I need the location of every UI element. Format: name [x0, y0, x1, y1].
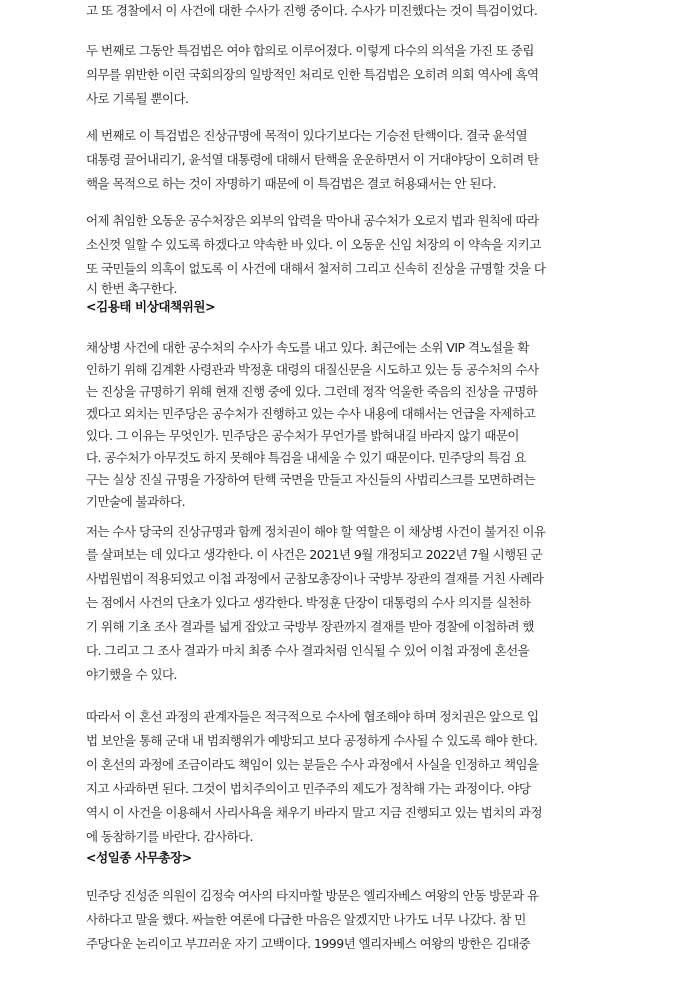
body-line: 기 위해 기초 조사 결과를 넓게 잡았고 국방부 장관까지 결재를 받아 경찰에 이첩하려 했	[86, 619, 534, 634]
section-heading-sung-iljong: <성일종 사무총장>	[86, 850, 192, 865]
body-line: 겠다고 외치는 민주당은 공수처가 진행하고 있는 수사 내용에 대해서는 언급을 자제하고	[86, 406, 536, 421]
body-line: 소신껏 일할 수 있도록 하겠다고 약속한 바 있다. 이 오동운 신임 처장의 이 약속을 지키고	[86, 237, 541, 252]
body-line: 를 살펴보는 데 있다고 생각한다. 이 사건은 2021년 9월 개정되고 2022년 7월 시행된 군	[86, 547, 543, 562]
body-line: 따라서 이 혼선 과정의 관계자들은 적극적으로 수사에 협조해야 하며 정치권은 앞으로 입	[86, 709, 539, 724]
body-line: 대통령 끌어내리기, 윤석열 대통령에 대해서 탄핵을 운운하면서 이 거대야당이 오히려 탄	[86, 152, 539, 167]
body-line: 구는 실상 진실 규명을 가장하여 탄핵 국면을 만들고 자신들의 사법리스크를 모면하려는	[86, 472, 536, 487]
body-line: 인하기 위해 김계환 사령관과 박정훈 대령의 대질신문을 시도하고 있는 등 공수처의 수사	[86, 362, 539, 377]
section-heading-kim-yongtae: <김용태 비상대책위원>	[86, 299, 216, 314]
body-line: 사로 기록될 뿐이다.	[86, 91, 189, 106]
body-line: 채상병 사건에 대한 공수처의 수사가 속도를 내고 있다. 최근에는 소위 VIP 격노설을 확	[86, 340, 529, 355]
body-line: 는 진상을 규명하기 위해 현재 진행 중에 있다. 그런데 정작 억울한 죽음의 진상을 규명하	[86, 384, 538, 399]
body-line: 세 번째로 이 특검법은 진상규명에 목적이 있다기보다는 기승전 탄핵이다. 결국 윤석열	[86, 128, 528, 143]
body-line: 또 국민들의 의혹이 없도록 이 사건에 대해서 철저히 그리고 신속히 진상을 규명할 것을 다	[86, 261, 546, 276]
body-line: 역시 이 사건을 이용해서 사리사욕을 채우기 바라지 말고 지금 진행되고 있는 법치의 과정	[86, 805, 542, 820]
body-line: 다. 그리고 그 조사 결과가 마치 최종 수사 결과처럼 인식될 수 있어 이첩 과정에 혼선을	[86, 643, 530, 658]
body-line: 주당다운 논리이고 부끄러운 자기 고백이다. 1999년 엘리자베스 여왕의 방한은 김대중	[86, 936, 531, 951]
body-line: 저는 수사 당국의 진상규명과 함께 정치권이 해야 할 역할은 이 채상병 사건이 불거진 이유	[86, 524, 546, 539]
body-line: 의무를 위반한 이런 국회의장의 일방적인 처리로 인한 특검법은 오히려 의회 역사에 흑역	[86, 67, 539, 82]
body-line: 지고 사과하면 된다. 그것이 법치주의이고 민주주의 제도가 정착해 가는 과정이다. 야당	[86, 781, 531, 796]
body-line: 핵을 목적으로 하는 것이 자명하기 때문에 이 특검법은 결코 허용돼서는 안 된다.	[86, 176, 496, 191]
body-line: 다. 공수처가 아무것도 하지 못해야 특검을 내세울 수 있기 때문이다. 민주당의 특검 요	[86, 450, 526, 465]
body-line: 기만술에 불과하다.	[86, 494, 186, 509]
body-line: 법 보안을 통해 군대 내 범죄행위가 예방되고 보다 공정하게 수사될 수 있도록 해야 한다.	[86, 733, 538, 748]
body-line: 야기했을 수 있다.	[86, 667, 177, 682]
body-line: 사하다고 말을 했다. 싸늘한 여론에 다급한 마음은 알겠지만 나가도 너무 나갔다. 참 민	[86, 912, 526, 927]
body-line: 두 번째로 그동안 특검법은 여야 합의로 이루어졌다. 이렇게 다수의 의석을 가진 또 중립	[86, 43, 534, 58]
body-line: 민주당 진성준 의원이 김정숙 여사의 타지마할 방문은 엘리자베스 여왕의 안동 방문과 유	[86, 888, 539, 903]
body-line: 고 또 경찰에서 이 사건에 대한 수사가 진행 중이다. 수사가 미진했다는 것이 특검이었다.	[86, 3, 538, 18]
body-line: 이 혼선의 과정에 조금이라도 책임이 있는 분들은 수사 과정에서 사실을 인정하고 책임을	[86, 757, 539, 772]
body-line: 시 한번 촉구한다.	[86, 281, 177, 296]
body-line: 사법원법이 적용되었고 이첩 과정에서 군참모총장이나 국방부 장관의 결재를 거친 사례라	[86, 571, 544, 586]
body-line: 어제 취임한 오동운 공수처장은 외부의 압력을 막아내 공수처가 오로지 법과 원칙에 따라	[86, 213, 539, 228]
body-line: 있다. 그 이유는 무엇인가. 민주당은 공수처가 무언가를 밝혀내길 바라지 않기 때문이	[86, 428, 519, 443]
body-line: 는 점에서 사건의 단초가 있다고 생각한다. 박정훈 단장이 대통령의 수사 의지를 실천하	[86, 595, 531, 610]
body-line: 에 동참하기를 바란다. 감사하다.	[86, 829, 253, 844]
